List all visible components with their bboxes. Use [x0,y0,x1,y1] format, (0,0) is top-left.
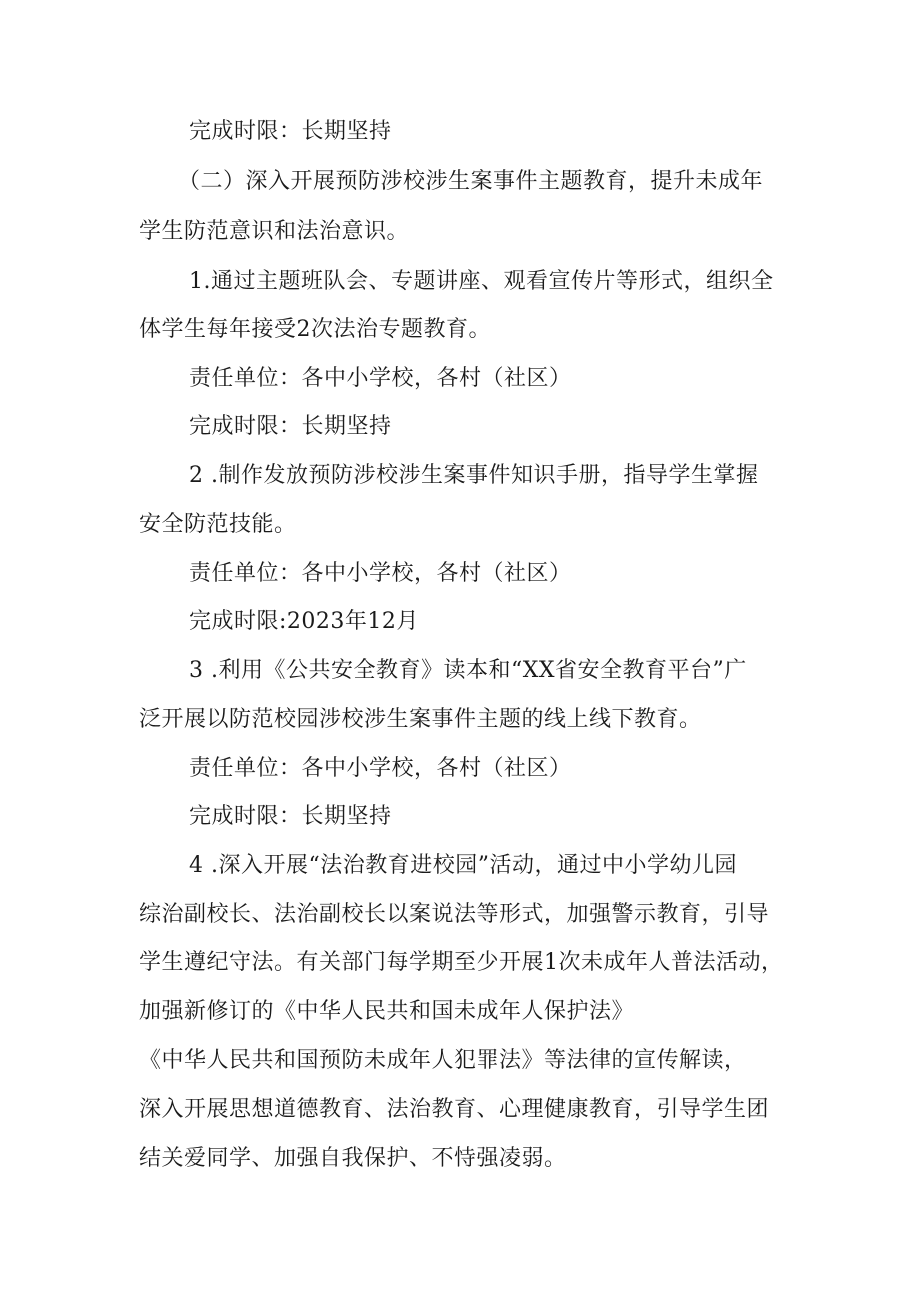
item-1-text-cont: 体学生每年接受2次法治专题教育。 [139,317,491,342]
item-1-deadline: 完成时限：长期坚持 [189,414,392,439]
deadline-line: 完成时限：长期坚持 [189,119,392,144]
item-2-text-cont: 安全防范技能。 [139,512,297,537]
item-3-deadline: 完成时限：长期坚持 [189,804,392,829]
item-2-deadline: 完成时限:2023年12月 [189,609,419,634]
item-1-text: 1.通过主题班队会、专题讲座、观看宣传片等形式，组织全 [189,269,774,294]
item-3-text-cont: 泛开展以防范校园涉校涉生案事件主题的线上线下教育。 [139,707,702,732]
item-4-text-line-3: 学生遵纪守法。有关部门每学期至少开展1次未成年人普法活动， [139,950,784,975]
section-heading-2: （二）深入开展预防涉校涉生案事件主题教育，提升未成年 [178,169,764,194]
item-4-text-line-7: 结关爱同学、加强自我保护、不恃强凌弱。 [139,1146,567,1171]
item-1-responsible: 责任单位：各中小学校，各村（社区） [189,366,572,391]
item-3-responsible: 责任单位：各中小学校，各村（社区） [189,756,572,781]
item-4-text-line-4: 加强新修订的《中华人民共和国未成年人保护法》 [139,999,635,1024]
item-2-text: 2 .制作发放预防涉校涉生案事件知识手册，指导学生掌握 [189,463,759,488]
section-heading-2-cont: 学生防范意识和法治意识。 [139,219,410,244]
item-4-text-line-6: 深入开展思想道德教育、法治教育、心理健康教育，引导学生团 [139,1097,770,1122]
item-4-text-line-5: 《中华人民共和国预防未成年人犯罪法》等法律的宣传解读， [139,1048,747,1073]
item-4-text: 4 .深入开展“法治教育进校园”活动，通过中小学幼儿园 [189,853,737,878]
item-2-responsible: 责任单位：各中小学校，各村（社区） [189,561,572,586]
item-4-text-line-2: 综治副校长、法治副校长以案说法等形式，加强警示教育，引导 [139,902,770,927]
item-3-text: 3 .利用《公共安全教育》读本和“XX省安全教育平台”广 [189,658,747,683]
